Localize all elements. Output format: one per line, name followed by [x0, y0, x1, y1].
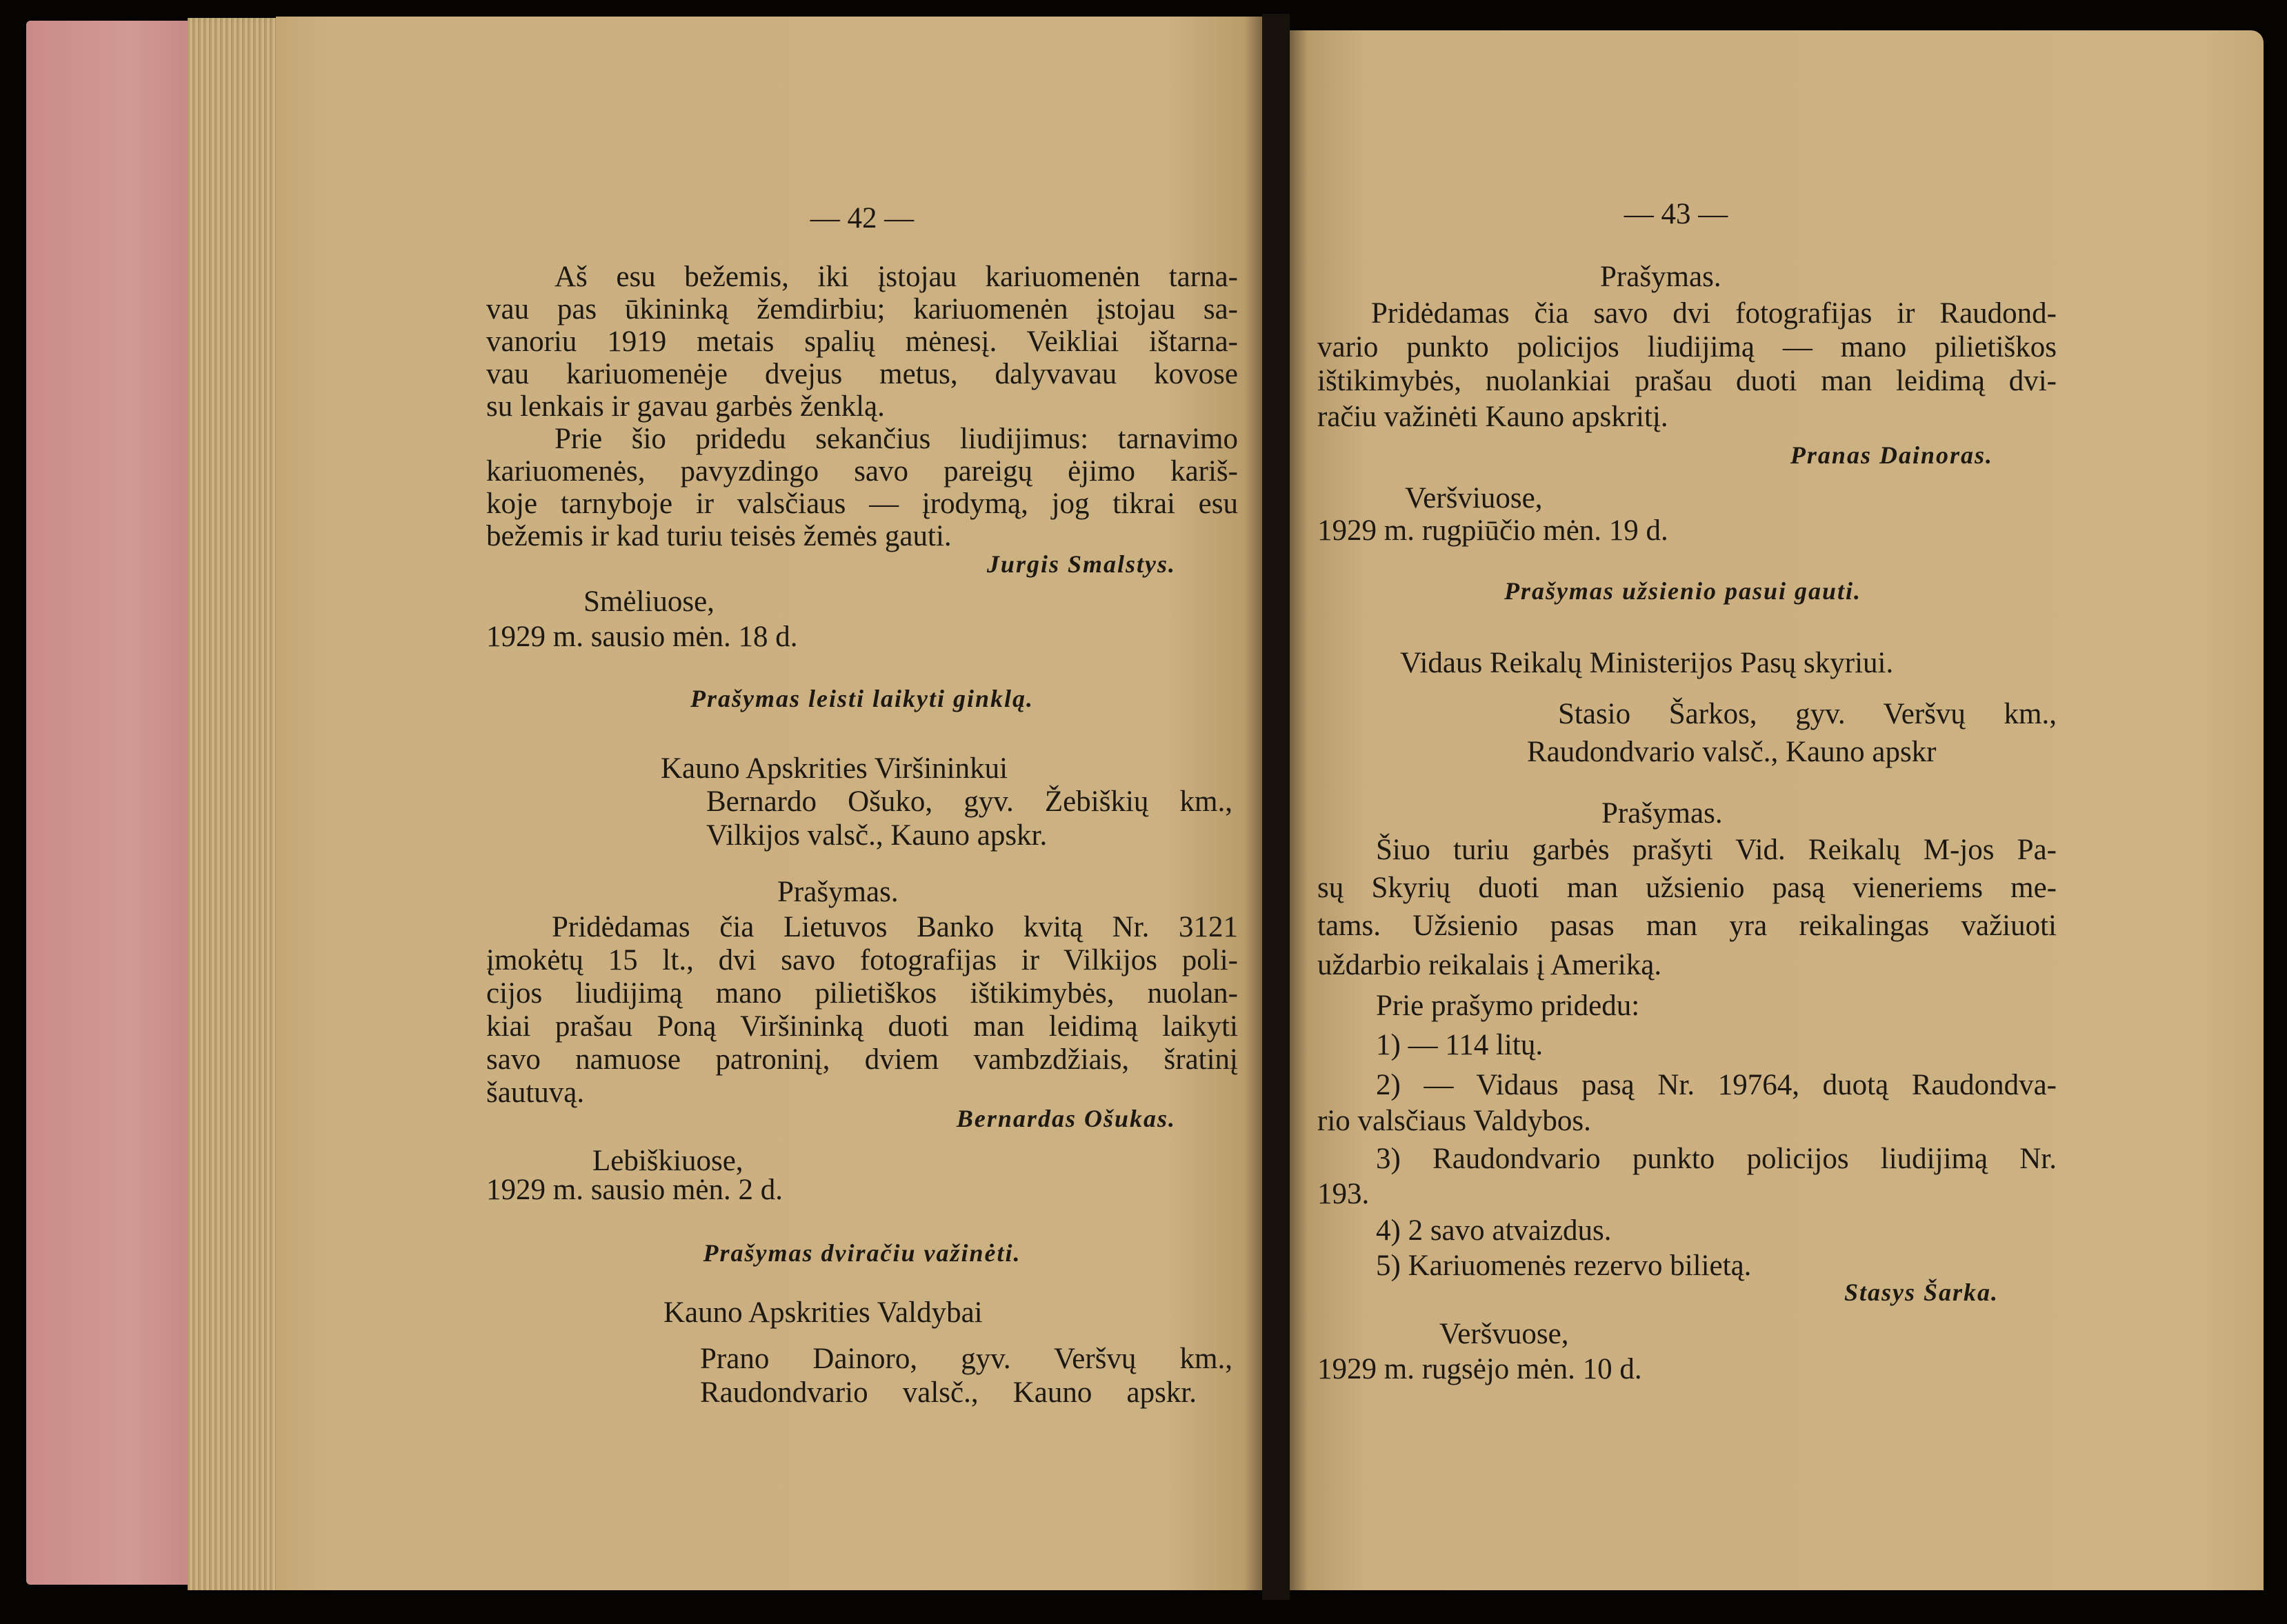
attachment-item: rio valsčiaus Valdybos.	[1317, 1105, 1591, 1137]
text-line: vau pas ūkininką žemdirbiu; kariuomenėn įstojau sa-	[486, 293, 1238, 325]
text-line: cijos liudijimą mano pilietiškos ištikimybės, nuolan-	[486, 977, 1238, 1010]
place: Smėliuose,	[583, 585, 715, 618]
place: Veršvuose,	[1439, 1318, 1569, 1350]
text-line: ištikimybės, nuolankiai prašau duoti man leidimą dvi-	[1317, 365, 2057, 397]
request-title: Prašymas.	[1600, 261, 1721, 293]
text-line: Pridėdamas čia Lietuvos Banko kvitą Nr. 3121	[552, 911, 1238, 943]
text-line: vanoriu 1919 metais spalių mėnesį. Veikliai ištarna-	[486, 325, 1238, 358]
date: 1929 m. sausio mėn. 18 d.	[486, 621, 798, 653]
page-number: — 43 —	[1624, 198, 1728, 230]
text-line: vau kariuomenėje dvejus metus, dalyvavau kovose	[486, 358, 1238, 390]
text-line: savo namuose patroninį, dviem vambzdžiais, šratinį	[486, 1043, 1238, 1076]
sender-line: Prano Dainoro, gyv. Veršvų km.,	[700, 1343, 1232, 1375]
text-line: Šiuo turiu garbės prašyti Vid. Reikalų M-jos Pa-	[1376, 834, 2057, 866]
place: Veršviuose,	[1405, 482, 1543, 514]
page-stack-edge	[188, 18, 279, 1590]
date: 1929 m. rugsėjo mėn. 10 d.	[1317, 1353, 1642, 1385]
sender-line: Vilkijos valsč., Kauno apskr.	[706, 819, 1048, 852]
attachment-item: 2) — Vidaus pasą Nr. 19764, duotą Raudondva-	[1376, 1069, 2057, 1101]
attachment-item: 193.	[1317, 1178, 1370, 1210]
text-line: Aš esu bežemis, iki įstojau kariuomenėn tarna-	[555, 261, 1238, 293]
section-heading: Prašymas užsienio pasui gauti.	[1504, 577, 1862, 605]
sender-line: Stasio Šarkos, gyv. Veršvų km.,	[1558, 698, 2057, 730]
sender-line: Raudondvario valsč., Kauno apskr.	[700, 1376, 1197, 1409]
page-number: — 42 —	[810, 202, 915, 234]
attachment-item: 1) — 114 litų.	[1376, 1029, 1544, 1061]
place: Lebiškiuose,	[592, 1145, 743, 1177]
text-line: uždarbio reikalais į Ameriką.	[1317, 949, 1662, 981]
section-heading: Prašymas dviračiu važinėti.	[703, 1239, 1021, 1267]
sender-line: Raudondvario valsč., Kauno apskr	[1527, 736, 1937, 768]
text-line: vario punkto policijos liudijimą — mano pilietiškos	[1317, 331, 2057, 363]
text-line: kariuomenės, pavyzdingo savo pareigų ėjimo kariš-	[486, 455, 1238, 488]
signature: Jurgis Smalstys.	[986, 550, 1176, 578]
date: 1929 m. rugpiūčio mėn. 19 d.	[1317, 514, 1668, 547]
signature: Pranas Dainoras.	[1790, 441, 1993, 469]
text-line: įmokėtų 15 lt., dvi savo fotografijas ir Vilkijos poli-	[486, 944, 1238, 976]
attachment-item: 3) Raudondvario punkto policijos liudijimą Nr.	[1376, 1143, 2057, 1175]
attachments-intro: Prie prašymo pridedu:	[1376, 990, 1640, 1022]
text-line: sų Skyrių duoti man užsienio pasą vieneriems me-	[1317, 872, 2057, 904]
text-line: bežemis ir kad turiu teisės žemės gauti.	[486, 520, 952, 552]
text-line: Pridėdamas čia savo dvi fotografijas ir Raudond-	[1371, 297, 2057, 330]
addressee: Kauno Apskrities Valdybai	[663, 1296, 983, 1329]
date: 1929 m. sausio mėn. 2 d.	[486, 1174, 783, 1206]
text-line: su lenkais ir gavau garbės ženklą.	[486, 390, 885, 423]
attachment-item: 4) 2 savo atvaizdus.	[1376, 1214, 1612, 1247]
sender-line: Bernardo Ošuko, gyv. Žebiškių km.,	[706, 785, 1232, 818]
section-heading: Prašymas leisti laikyti ginklą.	[690, 685, 1034, 712]
text-line: račiu važinėti Kauno apskritį.	[1317, 401, 1668, 433]
text-line: tams. Užsienio pasas man yra reikalingas važiuoti	[1317, 910, 2057, 942]
addressee: Kauno Apskrities Viršininkui	[661, 752, 1008, 785]
signature: Bernardas Ošukas.	[956, 1105, 1176, 1132]
signature: Stasys Šarka.	[1844, 1279, 1999, 1306]
text-line: kiai prašau Poną Viršininką duoti man leidimą laikyti	[486, 1010, 1238, 1043]
text-line: šautuvą.	[486, 1076, 585, 1109]
text-line: koje tarnyboje ir valsčiaus — įrodymą, jog tikrai esu	[486, 488, 1238, 520]
attachment-item: 5) Kariuomenės rezervo bilietą.	[1376, 1250, 1752, 1282]
book-cover-edge	[26, 21, 199, 1585]
text-line: Prie šio pridedu sekančius liudijimus: tarnavimo	[555, 423, 1238, 455]
request-title: Prašymas.	[777, 876, 899, 908]
addressee: Vidaus Reikalų Ministerijos Pasų skyriui.	[1400, 647, 1894, 679]
book-gutter	[1262, 14, 1290, 1600]
request-title: Prašymas.	[1601, 797, 1723, 830]
